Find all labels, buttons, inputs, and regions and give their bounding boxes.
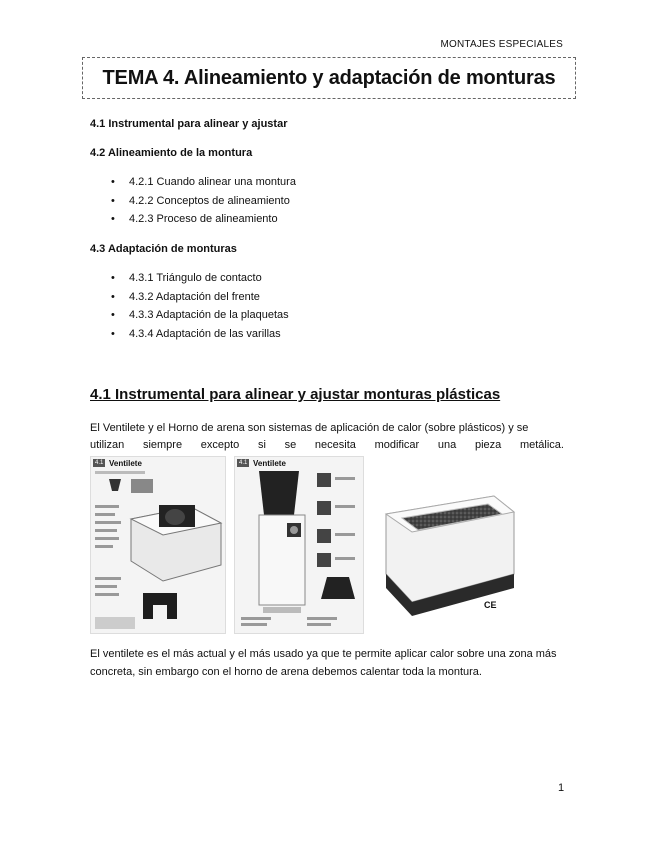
toc-item: • 4.3.1 Triángulo de contacto (111, 272, 262, 284)
section-title: 4.1 Instrumental para alinear y ajustar monturas plásticas (90, 386, 501, 403)
ventilete-catalog-image-1: 4.1 Ventilete (90, 456, 226, 634)
paragraph-conclusion: El ventilete es el más actual y el más usado ya que te permite aplicar calor sobre una zona más concreta, sin embargo con el horno de arena debemos calentar toda la montura. (90, 648, 557, 678)
justified-line: utilizan siempre excepto si se necesita modificar una pieza metálica. (90, 439, 564, 451)
toc-item: • 4.3.2 Adaptación del frente (111, 290, 260, 303)
toc-heading-4-1: 4.1 Instrumental para alinear y ajustar (90, 118, 288, 130)
running-header: MONTAJES ESPECIALES (440, 39, 563, 50)
toc-item: • 4.3.4 Adaptación de las varillas (111, 328, 281, 341)
ce-mark: CE (484, 600, 497, 610)
toc-item: • 4.3.3 Adaptación de la plaquetas (111, 309, 289, 322)
toc-item: • 4.2.3 Proceso de alineamiento (111, 213, 278, 226)
title-box (82, 57, 576, 99)
page-title: TEMA 4. Alineamiento y adaptación de monturas (102, 66, 556, 89)
toc-heading-4-2: 4.2 Alineamiento de la montura (90, 147, 253, 159)
toc-heading-4-3: 4.3 Adaptación de monturas (90, 243, 237, 255)
paragraph-intro: El Ventilete y el Horno de arena son sistemas de aplicación de calor (sobre plásticos) y se utilizan siempre excepto si se necesita modificar una pieza metálica. (90, 420, 564, 454)
toc-item: • 4.2.1 Cuando alinear una montura (111, 176, 296, 188)
toc-list-4-2 (0, 176, 296, 232)
page-number: 1 (558, 782, 565, 794)
sand-oven-image (372, 456, 522, 634)
ventilete-catalog-image-2: 4.1 Ventilete (234, 456, 364, 634)
toc-item: • 4.2.2 Conceptos de alineamiento (111, 194, 290, 207)
toc-list-4-3 (0, 272, 289, 347)
